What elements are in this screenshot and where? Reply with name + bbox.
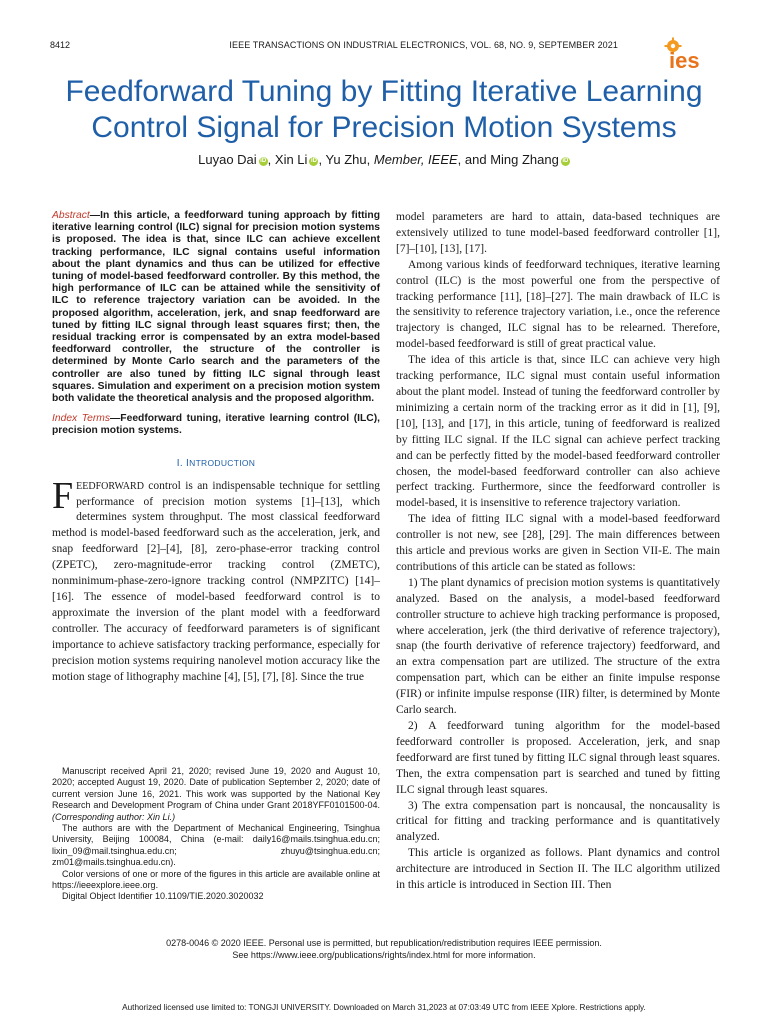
right-column [396,210,720,894]
author-separator: , [318,152,326,167]
author-3-role: Member, IEEE [373,152,458,167]
author-separator: , [267,152,275,167]
author-1: Luyao Dai [198,152,257,167]
title-line-1: Feedforward Tuning by Fitting Iterative Learning [65,75,703,108]
abstract-label: Abstract [52,210,90,221]
section-title-rest: NTRODUCTION [189,457,256,468]
index-terms [52,413,380,437]
left-column [52,210,380,685]
footnote-manuscript [52,766,380,823]
index-terms-label: Index Terms [52,413,110,425]
ies-logo [664,37,718,71]
title-line-2: Control Signal for Precision Motion Systems [91,111,677,144]
author-3: Yu Zhu, [325,152,374,167]
paper-title [40,74,728,146]
copyright-line-2: See https://www.ieee.org/publications/rights/index.html for more information. [232,949,536,960]
orcid-icon[interactable]: iD [562,158,569,164]
section-title-first-letter: I [186,457,190,469]
orcid-icon[interactable]: iD [260,158,267,164]
footnote-doi: Digital Object Identifier 10.1109/TIE.2020.3020032 [62,891,264,902]
intro-text: control is an indispensable technique for settling performance of precision motion systems [1]–[13], which determines system throughput. The most classical feedforward method is model-based feedforward such as the acceleration, jerk, and snap feedforward [2]–[4], [8], zero-phase-error tracking control (ZPETC), zero-magnitude-error tracking control (ZMETC), nonminimum-phase-zero-ignore tracking control (NMPZITC) [14]–[16]. The essence of model-based feedforward control is to approximate the inversion of the plant model with a feedforward controller. The accuracy of feedforward parameters is of significant importance to achieve satisfactory tracking performance, especially for precision motion systems requiring nanolevel motion accuracy like the motion stage of lithography machine [4], [5], [7], [8]. Since the true [52,479,380,683]
footnotes [52,766,380,903]
paragraph: The idea of this article is that, since ILC can achieve very high tracking performance, ILC signal must contain useful information about the plant model. Instead of tuning the feedforward controller by minimizing a certain norm of the tracking error as it did in [1], [9], [10], [13], and [17], in this article, tuning of feedforward is realized by fitting ILC signal. If the ILC signal can achieve perfect tracking and can be perfectly fitted by the model-based feedforward controller chosen, the model-based feedforward controller can also achieve perfect tracking. Furthermore, since the feedforward controller is model-based, it is insensitive to reference trajectory variation. [396,354,720,510]
journal-header: IEEE TRANSACTIONS ON INDUSTRIAL ELECTRONICS, VOL. 68, NO. 9, SEPTEMBER 2021 [229,40,618,50]
contribution-1: 1) The plant dynamics of precision motion systems is quantitatively analyzed. Based on the analysis, a model-based feedforward controller structure to achieve high tracking performance is proposed, where acceleration, jerk (the third derivative of reference trajectory), snap (the fourth derivative of reference trajectory) feedforward, and an extra compensation part are utilized. The structure of the extra compensation part, which can be either an finite impulse response (FIR) or infinite impulse response (IIR) filter, is determined by Monte Carlo search. [396,576,720,717]
author-list [40,152,728,167]
copyright-notice [40,938,728,961]
ies-logo-text: ies [669,48,700,71]
paragraph: This article is organized as follows. Plant dynamics and control architecture are introduced in Section II. The ILC algorithm utilized in this article is introduced in Section III. Then [396,847,720,892]
index-terms-text: —Feedforward tuning, iterative learning control (ILC), precision motion systems. [52,413,380,437]
paragraph: Among various kinds of feedforward techniques, iterative learning control (ILC) is the most powerful one from the perspective of tracking performance [11], [18]–[27]. The main drawback of ILC is the sensitivity to reference trajectory variation, i.e., once the reference trajectory is changed, ILC signal has to be relearned. Therefore, model-based feedforward is still of great practical value. [396,258,720,351]
dropcap: F [52,474,74,517]
author-separator: , and [457,152,491,167]
intro-first-word: EEDFORWARD [76,480,144,492]
license-notice: Authorized licensed use limited to: TONGJI UNIVERSITY. Downloaded on March 31,2023 at 07:03:49 UTC from IEEE Xplore. Restrictions apply. [122,1003,646,1012]
paragraph: The idea of fitting ILC signal with a model-based feedforward controller is not new, see [28], [29]. The main differences between this article and previous works are given in Section VII-E. The main contributions of this article can be stated as follows: [396,513,720,573]
contribution-3: 3) The extra compensation part is noncausal, the noncausality is critical for fitting and tracking performance and is quantitatively analyzed. [396,799,720,844]
footnote-affiliation: The authors are with the Department of Mechanical Engineering, Tsinghua University, Beijing 100084, China (e-mail: daily16@mails.tsinghua.edu.cn; lixin_09@mail.tsinghua.edu.cn; zhuyu@tsinghua.edu.cn; zm01@mails.tsinghua.edu.cn). [52,823,380,868]
author-4: Ming Zhang [490,152,559,167]
footnote-manuscript-text: Manuscript received April 21, 2020; revised June 19, 2020 and August 10, 2020; accepted August 19, 2020. Date of publication September 2, 2020; date of current version June 16, 2021. This work was supported by the National Key Research and Development Program of China under Grant 2018YFF0101500-04. [52,766,380,811]
paragraph-continuation: model parameters are hard to attain, data-based techniques are extensively utilized to tune model-based feedforward controller [1], [7]–[10], [13], [17]. [396,211,720,255]
section-heading-introduction [52,458,380,469]
section-numeral: I. [176,457,183,469]
contribution-2: 2) A feedforward tuning algorithm for the model-based feedforward controller is proposed. Acceleration, jerk, and snap feedforward are first tuned by fitting ILC signal through least squares. Then, the extra compensation part is searched and tuned by fitting ILC signal through least squares. [396,720,720,796]
page-number: 8412 [50,40,71,50]
copyright-line-1: 0278-0046 © 2020 IEEE. Personal use is permitted, but republication/redistribution requires IEEE permission. [166,938,602,948]
abstract [52,210,380,405]
footnote-color-versions: Color versions of one or more of the figures in this article are available online at https://ieeexplore.ieee.org. [52,868,380,891]
footnote-corresponding: (Corresponding author: Xin Li.) [52,811,176,822]
intro-paragraph [52,474,380,686]
orcid-icon[interactable]: iD [310,158,317,164]
right-column-text [396,210,720,894]
author-2: Xin Li [274,152,308,167]
abstract-text: —In this article, a feedforward tuning approach by fitting iterative learning control (ILC) signal for precision motion systems is proposed. The idea is that, since ILC can achieve excellent tracking performance, ILC signal contains useful information about the plant dynamics and thus can be utilized for effective tuning of model-based feedforward controller. By this method, the high performance of ILC can be attained while the sensitivity of ILC to reference trajectory variation can be avoided. In the proposed algorithm, acceleration, jerk, and snap feedforward are tuned by fitting ILC signal through least squares first; then, the residual tracking error is compensated by an extra model-based feedforward controller, the structure of the controller is determined by Monte Carlo search and the parameters of the controller are also tuned by fitting ILC signal through least squares. Simulation and experiment on a precision motion system both validate the theoretical analysis and the proposed algorithm. [52,210,380,405]
